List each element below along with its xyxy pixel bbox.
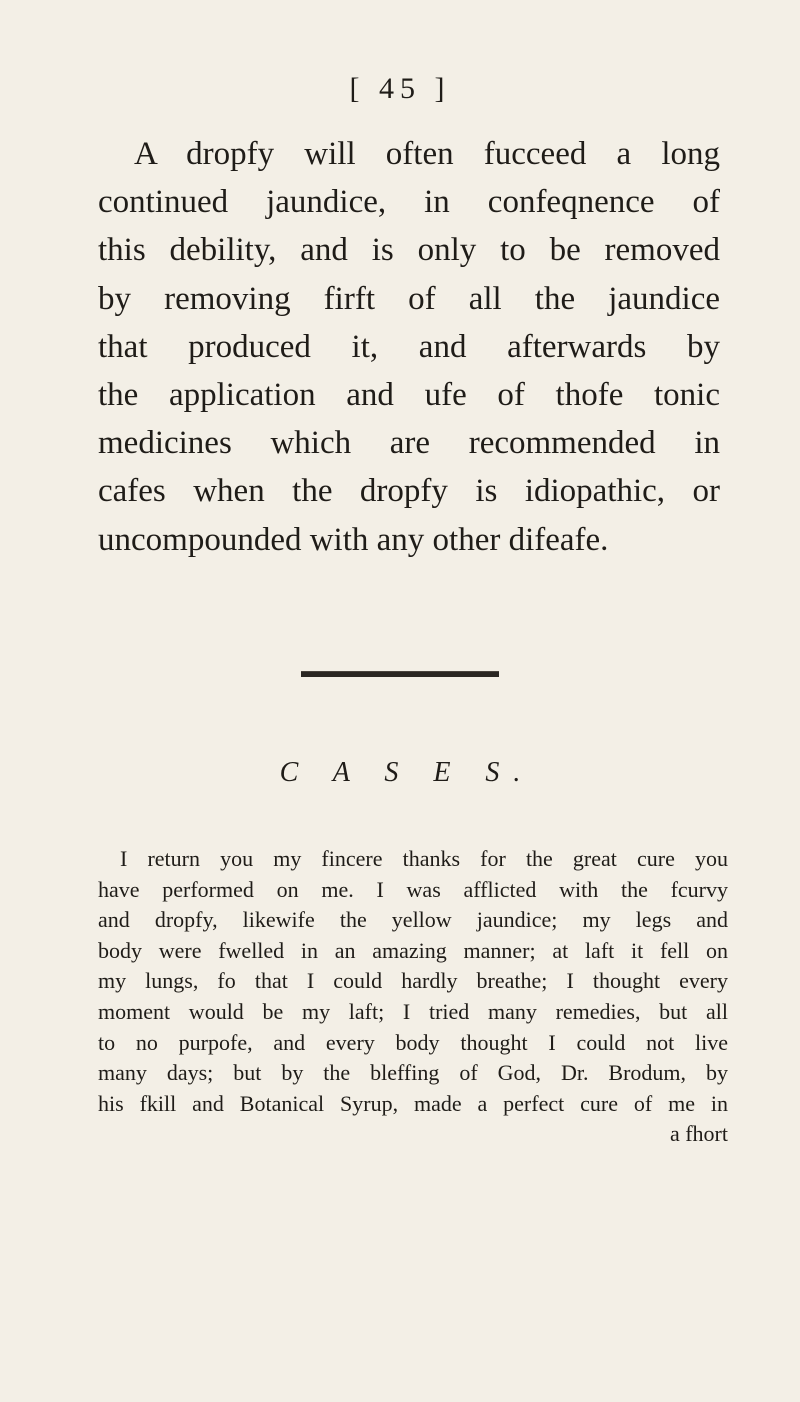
testimonial-line: I return you my fincere thanks for the great cure you	[120, 846, 728, 871]
testimonial-line: and dropfy, likewife the yellow jaundice; my legs and	[98, 907, 728, 933]
section-divider-rule	[301, 671, 499, 677]
testimonial-line: body were fwelled in an amazing manner; at laft it fell on	[98, 937, 728, 963]
testimonial-line: his fkill and Botanical Syrup, made a perfect cure of me in	[98, 1090, 728, 1116]
testimonial-line: moment would be my laft; I tried many remedies, but all	[98, 998, 728, 1024]
section-heading: C A S E S.	[279, 757, 535, 788]
testimonial-line: to no purpofe, and every body thought I could not live	[98, 1029, 728, 1055]
text-line: continued jaundice, in confeqnence of	[98, 184, 720, 221]
testimonial-line: my lungs, fo that I could hardly breathe; I thought every	[98, 968, 728, 994]
body-paragraph	[98, 130, 720, 564]
text-line: by removing firft of all the jaundice	[98, 280, 720, 317]
text-line: cafes when the dropfy is idiopathic, or	[98, 473, 720, 510]
text-line: the application and ufe of thofe tonic	[98, 377, 720, 414]
text-line: that produced it, and afterwards by	[98, 328, 720, 365]
text-line: this debility, and is only to be removed	[98, 232, 720, 269]
text-line: medicines which are recommended in	[98, 425, 720, 462]
text-line: A dropfy will often fucceed a long	[134, 136, 720, 172]
page-number: [ 45 ]	[349, 72, 451, 105]
testimonial-line: many days; but by the bleffing of God, Dr. Brodum, by	[98, 1060, 728, 1086]
testimonial-catchword-line: a fhort	[669, 1121, 728, 1147]
testimonial-line: have performed on me. I was afflicted with the fcurvy	[98, 876, 728, 902]
text-line: uncompounded with any other difeafe.	[98, 521, 609, 558]
testimonial-paragraph	[98, 844, 728, 1150]
